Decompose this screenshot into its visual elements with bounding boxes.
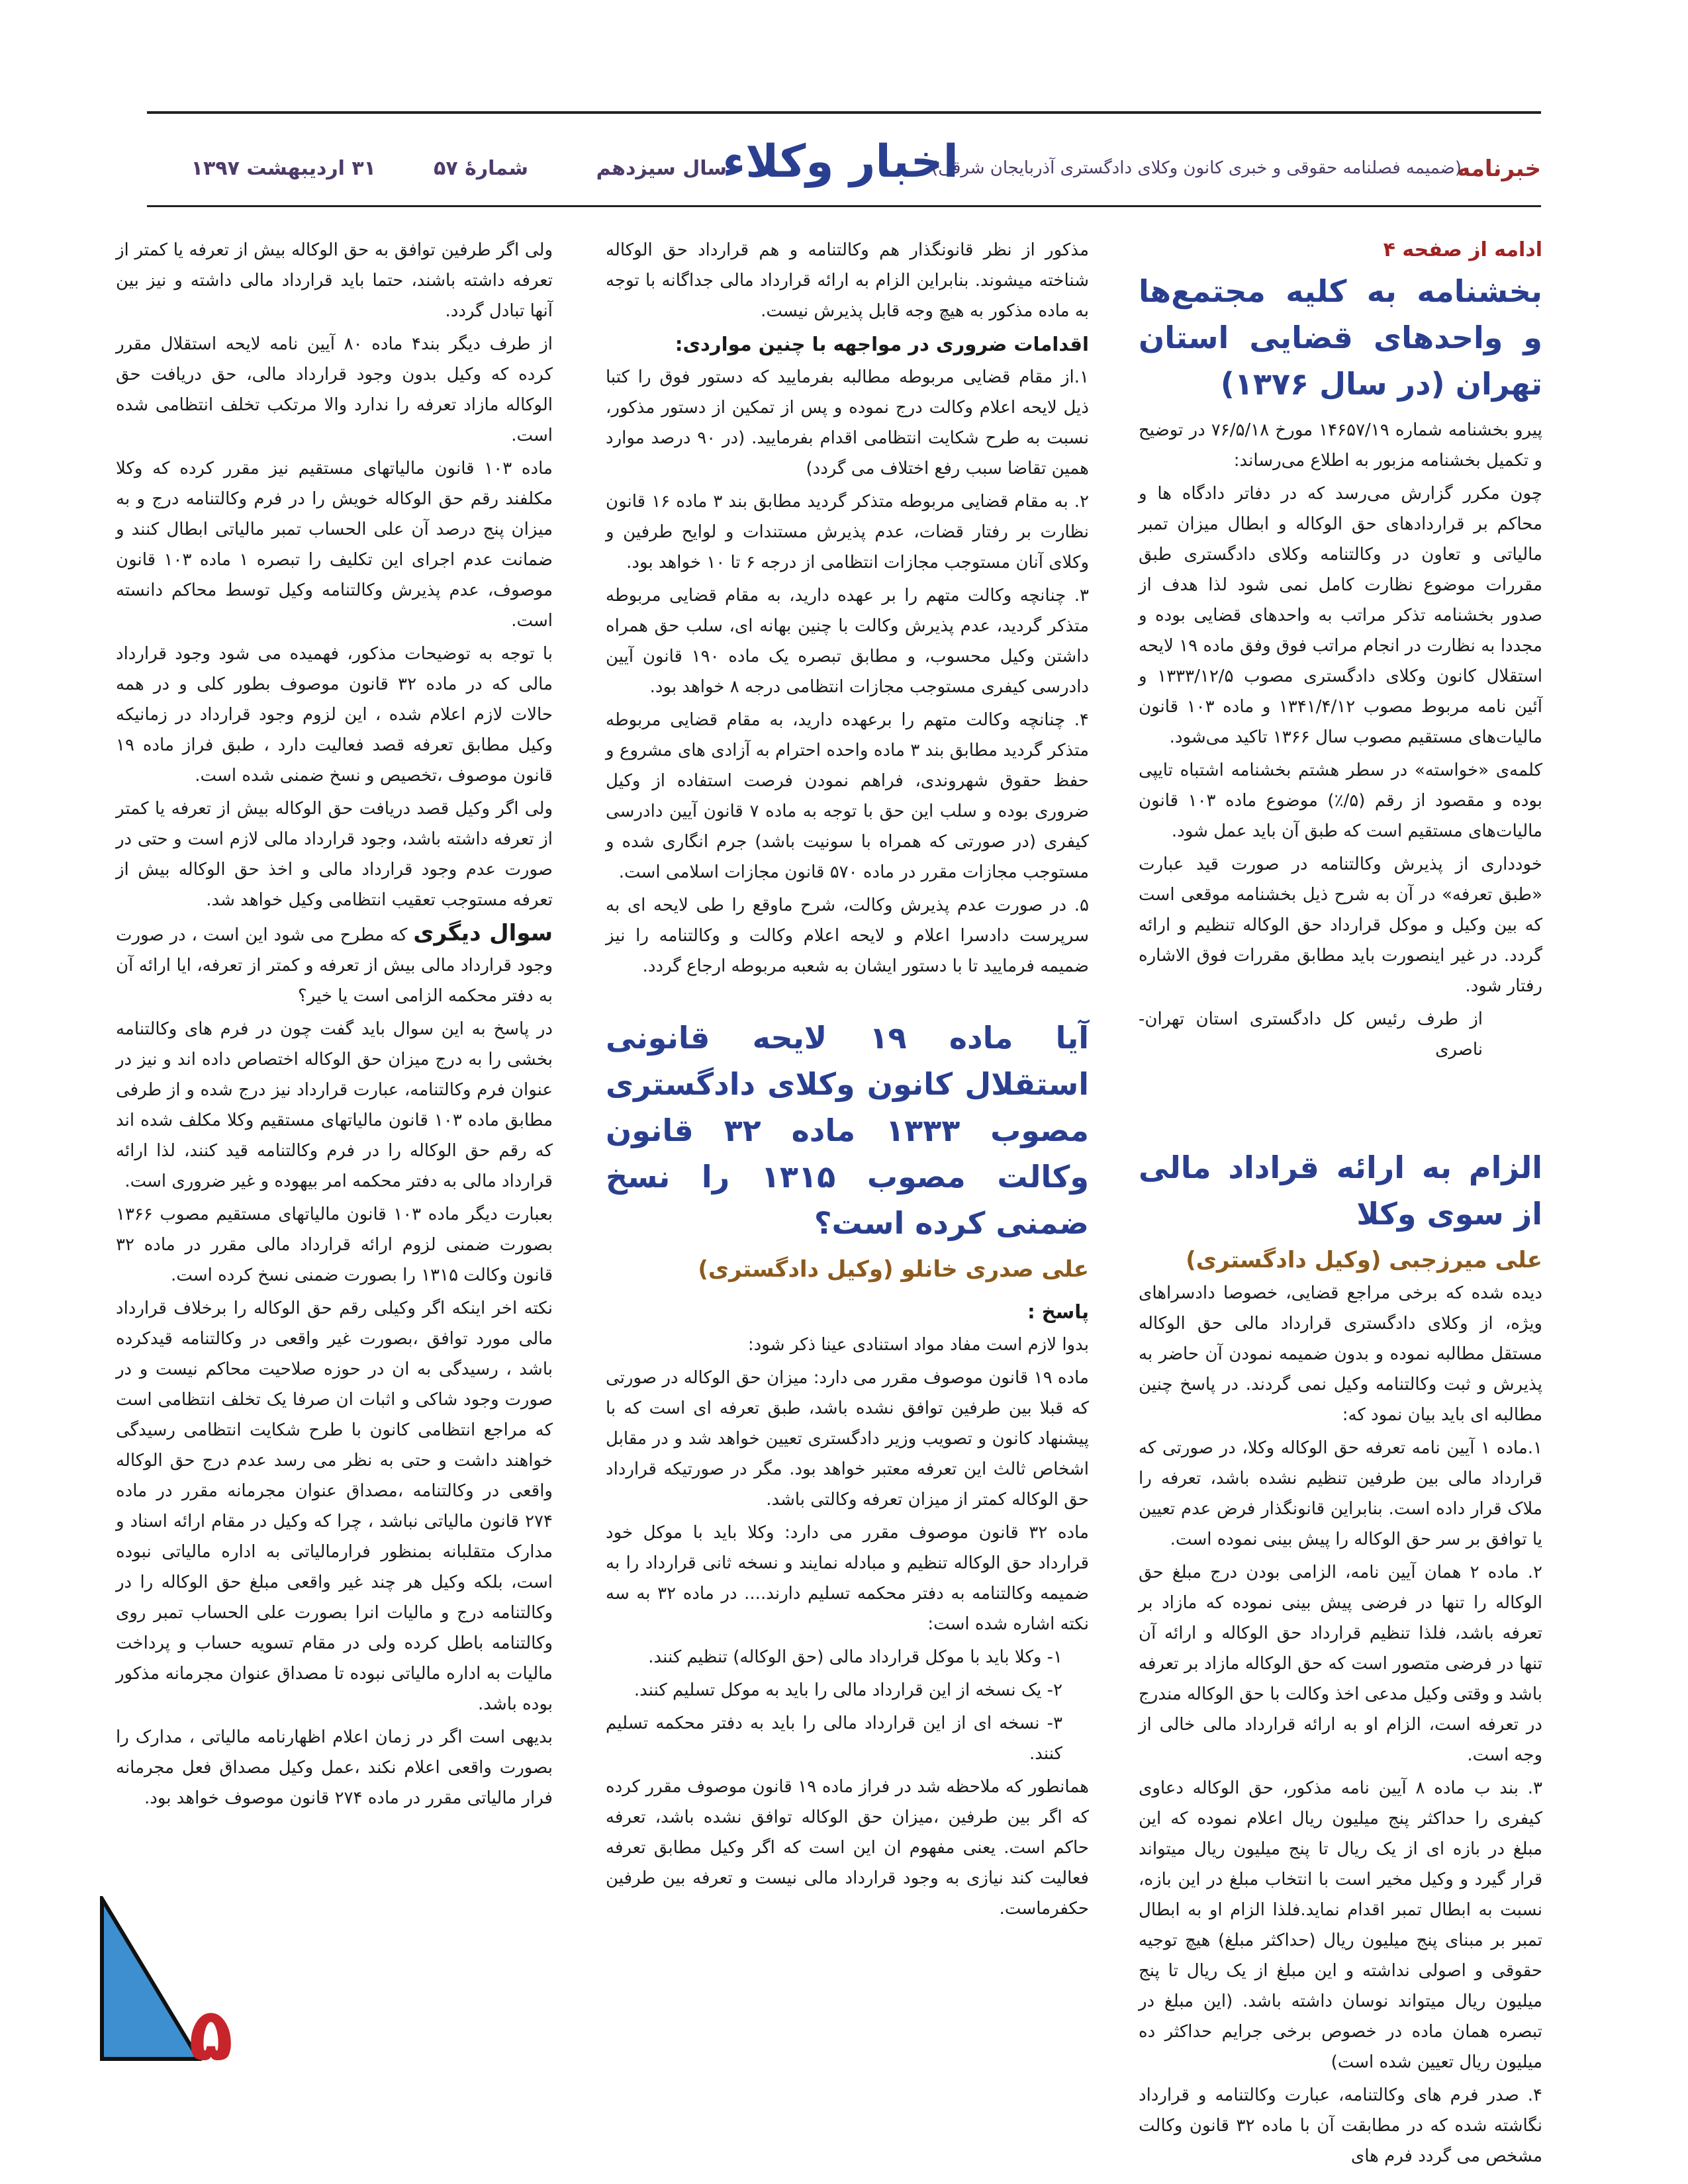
right-column	[1139, 235, 1542, 2174]
paragraph: از طرف دیگر بند۴ ماده ۸۰ آیین نامه لایحه استقلال مقرر کرده که وکیل بدون وجود قرارداد مالی، حق دریافت حق الوکاله مازاد تعرفه را ندارد والا مرتکب تخلف انتظامی شده است.	[116, 334, 553, 445]
paragraph: ولی اگر طرفین توافق به حق الوکاله بیش از تعرفه یا کمتر از تعرفه داشته باشند، حتما باید قرارداد مالی داشته و نیز بین آنها تبادل گردد.	[116, 240, 553, 321]
action-item: ۴. چنانچه وکالت متهم را برعهده دارید، به مقام قضایی مربوطه متذکر گردید مطابق بند ۳ ماده واحده احترام به آزادی های مشروع و حفظ حقوق شهروندی، فراهم نمودن فرصت استفاده از وکیل ضروری بوده و سلب این حق با توجه به ماده ۷ قانون آیین دادرسی کیفری (در صورتی که همراه با سونیت باشد) جرم انگاری شده و مستوجب مجازات مقرر در ماده ۵۷۰ قانون مجازات اسلامی است.	[606, 710, 1090, 882]
publication-year: سال سیزدهم	[596, 157, 727, 180]
paragraph: ولی اگر وکیل قصد دریافت حق الوکاله بیش از تعرفه یا کمتر از تعرفه داشته باشد، وجود قرارداد مالی لازم است و حتی در صورت عدم وجود قرارداد مالی و اخذ حق الوکاله بیش از تعرفه مستوجب تعقیب انتظامی وکیل خواهد شد.	[116, 799, 553, 910]
continuation-note: ادامه از صفحه ۴	[1383, 238, 1542, 261]
masthead	[147, 136, 1541, 199]
paragraph: پیرو بخشنامه شماره ۱۴۶۵۷/۱۹ مورخ ۷۶/۵/۱۸ در توضیح و تکمیل بخشنامه مزبور به اطلاع می‌رساند:	[1139, 420, 1542, 471]
paragraph: ۴. صدر فرم های وکالتنامه، عبارت وکالتنامه و قرارداد نگاشته شده که در مطابقت آن با ماده ۳۲ قانون وکالت مشخص می گردد فرم های	[1139, 2085, 1542, 2166]
action-item: ۳. چنانچه وکالت متهم را بر عهده دارید، به مقام قضایی مربوطه متذکر گردید، عدم پذیرش وکالت با چنین بهانه ای، سلب حق همراه داشتن وکیل محسوب، و مطابق تبصره یک ماده ۱۹۰ قانون آیین دادرسی کیفری مستوجب مجازات انتظامی درجه ۸ خواهد بود.	[606, 586, 1089, 697]
paragraph: کلمه‌ی «خواسته» در سطر هشتم بخشنامه اشتباه تایپی بوده و مقصود از رقم (۵/٪) موضوع ماده ۱۰۳ قانون مالیات‌های مستقیم است که طبق آن باید عمل شود.	[1139, 760, 1542, 841]
paragraph: ماده ۱۹ قانون موصوف مقرر می دارد: میزان حق الوکاله در صورتی که قبلا بین طرفین توافق نشده باشد، طبق تعرفه ای است که با پیشنهاد کانون و تصویب وزیر دادگستری تعیین خواهد شد و در مقابل اشخاص ثالث این تعرفه معتبر خواهد بود. مگر در صورتیکه قرارداد حق الوکاله کمتر از میزان تعرفه وکالتی باشد.	[606, 1368, 1089, 1510]
question-text: که مطرح می شود این است ، در صورت وجود قرارداد مالی بیش از تعرفه و کمتر از تعرفه، ایا ارائه آن به دفتر محکمه الزامی است یا خیر؟	[116, 925, 553, 1006]
issue-date: ۳۱ اردیبهشت ۱۳۹۷	[191, 157, 376, 180]
actions-heading: اقدامات ضروری در مواجهه با چنین مواردی:	[675, 333, 1089, 355]
paragraph: ۲. ماده ۲ همان آیین نامه، الزامی بودن درج مبلغ حق الوکاله را تنها در فرضی پیش بینی نموده که مازاد بر تعرفه باشد، فلذا تنظیم قرارداد حق الوکاله و ارائه آن تنها در فرضی متصور است که حق الوکاله مازاد بر تعرفه باشد و وقتی وکیل مدعی اخذ وکالت با حق الوکاله مندرج در تعرفه است، الزام او به ارائه قرارداد مالی خالی از وجه است.	[1139, 1563, 1542, 1765]
paragraph: ۱.ماده ۱ آیین نامه تعرفه حق الوکاله وکلا، در صورتی که قرارداد مالی بین طرفین تنظیم نشده باشد، تعرفه را ملاک قرار داده است. بنابراین قانونگذار فرض عدم تعیین یا توافق بر سر حق الوکاله را پیش بینی نموده است.	[1139, 1438, 1542, 1549]
paragraph: مذکور از نظر قانونگذار هم وکالتنامه و هم قرارداد حق الوکاله شناخته میشوند. بنابراین الزام به ارائه قرارداد مالی جداگانه با توجه به ماده مذکور به هیچ وجه قابل پذیرش نیست.	[606, 240, 1089, 321]
section-name: خبرنامه	[1457, 156, 1541, 182]
middle-column	[606, 235, 1089, 1927]
article-title-financial-contract: الزام به ارائه قراداد مالی از سوی وکلا	[1139, 1150, 1542, 1232]
paragraph: بعبارت دیگر ماده ۱۰۳ قانون مالیاتهای مستقیم مصوب ۱۳۶۶ بصورت ضمنی لزوم ارائه قرارداد مالی مقرر در ماده ۳۲ قانون وکالت ۱۳۱۵ را بصورت ضمنی نسخ کرده است.	[116, 1205, 553, 1285]
paragraph: خودداری از پذیرش وکالتنامه در صورت قید عبارت «طبق تعرفه» در آن به شرح ذیل بخشنامه موقعی است که بین وکیل و موکل قرارداد حق الوکاله تنظیم و ارائه گردد. در غیر اینصورت باید مطابق مقررات فوق الاشاره رفتار شود.	[1139, 854, 1542, 996]
article-body-financial-contract	[1139, 1278, 1542, 2171]
paragraph: بدوا لازم است مفاد مواد استنادی عینا ذکر شود:	[747, 1335, 1089, 1355]
list-item: ۳- نسخه ای از این قرارداد مالی را باید به دفتر محکمه تسلیم کنند.	[606, 1713, 1062, 1764]
issue-number: شمارهٔ ۵۷	[434, 157, 528, 180]
article-body-circular	[1139, 415, 1542, 1065]
article-title-question: آیا ماده ۱۹ لایحه قانونی استقلال کانون وکلای دادگستری مصوب ۱۳۳۳ ماده ۳۲ قانون وکالت مصوب ۱۳۱۵ را نسخ ضمنی کرده است؟	[606, 1020, 1089, 1241]
action-item: ۱.از مقام قضایی مربوطه مطالبه بفرمایید که دستور فوق را کتبا ذیل لایحه اعلام وکالت درج نموده و پس از تمکین از دستور مذکور، نسبت به طرح شکایت انتظامی اقدام بفرمایید. (در ۹۰ درصد موارد همین تقاضا سبب رفع اختلاف می گردد)	[606, 367, 1089, 478]
paragraph: دیده شده که برخی مراجع قضایی، خصوصا دادسراهای ویژه، از وکلای دادگستری قرارداد مالی حق الوکاله مستقل مطالبه نموده و بدون ضمیمه نمودن آن حاضر به پذیرش و ثبت وکالتنامه وکیل نمی گردند. در پاسخ چنین مطالبه ای باید بیان نمود که:	[1139, 1283, 1542, 1425]
paragraph: ۳. بند ب ماده ۸ آیین نامه مذکور، حق الوکاله دعاوی کیفری را حداکثر پنج میلیون ریال اعلام نموده که این مبلغ در بازه ای از یک ریال تا پنج میلیون ریال میتواند قرار گیرد و وکیل مخیر است با انتخاب مبلغ در این بازه، نسبت به ابطال تمبر اقدام نماید.فلذا الزام او به ابطال تمبر بر مبنای پنج میلیون ریال (حداکثر مبلغ) هیچ توجیه حقوقی و اصولی نداشته و این مبلغ از یک ریال تا پنج میلیون ریال میتواند نوسان داشته باشد. (این مبلغ در تبصره همان ماده در خصوص برخی جرایم حداکثر ده میلیون ریال تعیین شده است)	[1139, 1778, 1542, 2072]
action-item: ۲. به مقام قضایی مربوطه متذکر گردید مطابق بند ۳ ماده ۱۶ قانون نظارت بر رفتار قضات، عدم پذیرش مستندات و لوایح طرفین و وکلای آنان مستوجب مجازات انتظامی از درجه ۶ تا ۱۰ خواهد بود.	[606, 492, 1089, 572]
action-item: ۵. در صورت عدم پذیرش وکالت، شرح ماوقع را طی لایحه ای به سرپرست دادسرا اعلام و لایحه اعلام وکالت و وکالتنامه را نیز ضمیمه فرمایید تا با دستور ایشان به شعبه مربوطه ارجاع گردد.	[606, 895, 1089, 976]
paragraph: ماده ۳۲ قانون موصوف مقرر می دارد: وکلا باید با موکل خود قرارداد حق الوکاله تنظیم و مبادله نمایند و نسخه ثانی قرارداد را به ضمیمه وکالتنامه به دفتر محکمه تسلیم دارند.... در ماده ۳۲ به سه نکته اشاره شده است:	[606, 1523, 1089, 1634]
paragraph: با توجه به توضیحات مذکور، فهمیده می شود وجود قرارداد مالی که در ماده ۳۲ قانون موصوف بطور کلی و در همه حالات لازم اعلام شده ، این لزوم وجود قرارداد در زمانیکه وکیل مطابق تعرفه قصد فعالیت دارد ، طبق فراز ماده ۱۹ قانون موصوف ،تخصیص و نسخ ضمنی شده است.	[116, 644, 553, 786]
paragraph: نکته اخر اینکه اگر وکیلی رقم حق الوکاله را برخلاف قرارداد مالی مورد توافق ،بصورت غیر واقعی در وکالتنامه قیدکرده باشد ، رسیدگی به ان در حوزه صلاحیت محاکم نیست و در صورت وجود شاکی و اثبات ان صرفا یک تخلف انتظامی است که مراجع انتظامی کانون با طرح شکایت انتظامی رسیدگی خواهند داشت و حتی به نظر می رسد عدم درج حق الوکاله واقعی در وکالتنامه ،مصداق عنوان مجرمانه مقرر در ماده ۲۷۴ قانون مالیاتی نباشد ، چرا که وکیل در مقام ارائه اسناد و مدارک متقلبانه بمنظور فرارمالیاتی به اداره مالیاتی نبوده است، بلکه وکیل هر چند غیر واقعی مبلغ حق الوکاله را در وکالتنامه درج و مالیات انرا بصورت علی الحساب تمبر روی وکالتنامه باطل کرده ولی در مقام تسویه حساب و پرداخت مالیات به اداره مالیاتی نبوده تا مصداق عنوان مجرمانه مذکور بوده باشد.	[116, 1298, 553, 1714]
left-column	[116, 235, 553, 1816]
signature: از طرف رئیس کل دادگستری استان تهران- ناصری	[1139, 1009, 1483, 1060]
top-rule	[147, 111, 1541, 114]
article-author: علی صدری خانلو (وکیل دادگستری)	[698, 1256, 1089, 1283]
question-paragraph	[116, 918, 553, 1011]
publication-title: اخبار وکلاء	[722, 136, 959, 188]
paragraph: ماده ۱۰۳ قانون مالیاتهای مستقیم نیز مقرر کرده که وکلا مکلفند رقم حق الوکاله خویش را در فرم وکالتنامه درج و به میزان پنج درصد آن علی الحساب تمبر مالیاتی ابطال کنند و ضمانت عدم اجرای این تکلیف را تبصره ۱ ماده ۱۰۳ قانون موصوف، عدم پذیرش وکالتنامه وکیل توسط محاکم دانسته است.	[116, 459, 553, 631]
paragraph: چون مکرر گزارش می‌رسد که در دفاتر دادگاه ها و محاکم بر قراردادهای حق الوکاله و ابطال میزان تمبر مالیاتی و تعاون در وکالتنامه وکلای دادگستری طبق مقررات موضوع نظارت کامل نمی شود لذا هدف از صدور بخشنامه تذکر مراتب به واحدهای قضایی بوده و مجددا به نظارت در انجام مراتب فوق وفق ماده ۱۹ لایحه استقلال کانون وکلای دادگستری مصوب ۱۳۳۳/۱۲/۵ و آئین نامه مربوط مصوب ۱۳۴۱/۴/۱۲ و ماده ۱۰۳ قانون مالیات‌های مستقیم مصوب سال ۱۳۶۶ تاکید می‌شود.	[1139, 484, 1542, 747]
question-label: سوال دیگری	[413, 920, 553, 946]
masthead-bottom-rule	[147, 205, 1541, 207]
answer-label: پاسخ :	[1027, 1300, 1089, 1323]
publication-subtitle: (ضمیمه فصلنامه حقوقی و خبری کانون وکلای دادگستری آذربایجان شرقی)	[931, 158, 1462, 178]
paragraph: همانطور که ملاحظه شد در فراز ماده ۱۹ قانون موصوف مقرر کرده که اگر بین طرفین ،میزان حق الوکاله توافق نشده باشد، تعرفه حاکم است. یعنی مفهوم ان این است که اگر وکیل مطابق تعرفه فعالیت کند نیازی به وجود قرارداد مالی نیست و تعرفه بین طرفین حکفرماست.	[606, 1777, 1089, 1919]
paragraph: بدیهی است اگر در زمان اعلام اظهارنامه مالیاتی ، مدارک را بصورت واقعی اعلام نکند ،عمل وکیل مصداق فعل مجرمانه فرار مالیاتی مقرر در ماده ۲۷۴ قانون موصوف خواهد بود.	[116, 1727, 553, 1808]
page-number: ۵	[189, 1992, 234, 2077]
list-item: ۲- یک نسخه از این قرارداد مالی را باید به موکل تسلیم کنند.	[633, 1680, 1062, 1700]
article-author: علی میرزجبی (وکیل دادگستری)	[1186, 1247, 1542, 1273]
article-title-circular: بخشنامه به کلیه مجتمع‌ها و واحدهای قضایی استان تهران (در سال ۱۳۷۶)	[1139, 273, 1542, 402]
paragraph: در پاسخ به این سوال باید گفت چون در فرم های وکالتنامه بخشی را به درج میزان حق الوکاله اختصاص داده اند و نیز در عنوان فرم وکالتنامه، عبارت قرارداد نیز درج شده و از طرفی مطابق ماده ۱۰۳ قانون مالیاتهای مستقیم وکلا مکلف شده اند که رقم حق الوکاله را در فرم وکالتنامه قید کنند، لذا ارائه قرارداد مالی به دفتر محکمه امر بیهوده و غیر ضروری است.	[116, 1019, 553, 1191]
list-item: ۱- وکلا باید با موکل قرارداد مالی (حق الوکاله) تنظیم کنند.	[648, 1647, 1062, 1667]
